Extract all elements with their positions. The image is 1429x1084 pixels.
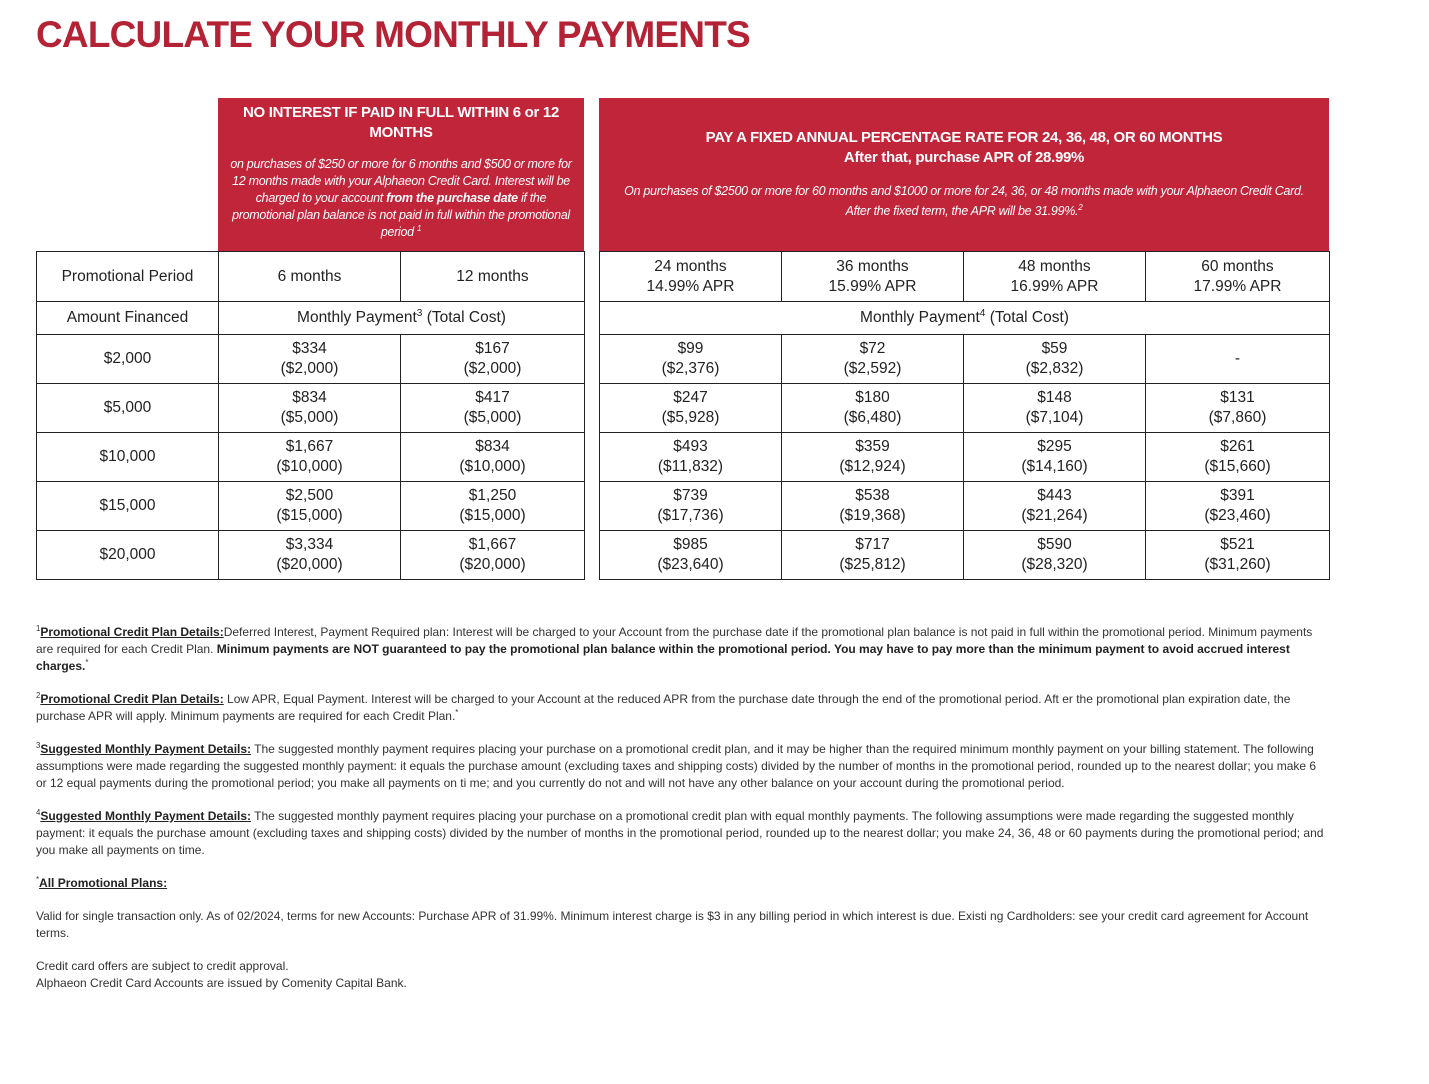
footnote-asterisk: *: [455, 708, 459, 717]
total-cost-value: ($10,000): [459, 458, 526, 475]
promotional-period-label: Promotional Period: [37, 252, 219, 302]
footnote-2: [36, 691, 1329, 725]
deferred-text-2: if the promotional plan balance is not paid in full within the promotional period: [232, 191, 570, 239]
total-cost-value: ($5,928): [661, 409, 720, 426]
monthly-payment-value: $985: [673, 536, 708, 553]
table-row: [37, 531, 585, 580]
deferred-interest-heading: NO INTEREST IF PAID IN FULL WITHIN 6 or 12 MONTHS: [242, 104, 560, 141]
monthly-payment-value: $99: [677, 340, 704, 357]
fixed-apr-period: [782, 252, 964, 302]
payment-cell: [401, 433, 585, 482]
total-cost-value: ($23,460): [1204, 507, 1271, 524]
footnote-4: [36, 808, 1329, 859]
footnote-3: [36, 741, 1329, 792]
payment-cell: [1146, 384, 1330, 433]
payment-cell: [964, 384, 1146, 433]
period-12-months: 12 months: [401, 252, 585, 302]
deferred-text-1: on purchases of $250 or more for 6 months and $500 or more for 12 months made with your Alphaeon Credit Card. Interest will be charged to your account: [230, 157, 572, 205]
monthly-payment-value: $717: [855, 536, 890, 553]
footnote-label: Promotional Credit Plan Details:: [40, 625, 224, 639]
payment-cell: [1146, 335, 1330, 384]
fixed-apr-heading: PAY A FIXED ANNUAL PERCENTAGE RATE FOR 24, 36, 48, OR 60 MONTHS: [705, 129, 1223, 146]
total-cost-value: ($23,640): [657, 556, 724, 573]
payment-cell: [219, 482, 401, 531]
total-cost-value: ($19,368): [839, 507, 906, 524]
monthly-payment-footnote-marker: 3: [416, 307, 423, 319]
payment-cell: [782, 384, 964, 433]
footnote-all-plans: [36, 875, 1329, 892]
payment-cell: [219, 335, 401, 384]
payment-cell: [401, 482, 585, 531]
payment-cell: [1146, 482, 1330, 531]
monthly-payment-value: $59: [1041, 340, 1068, 357]
payment-cell: [1146, 531, 1330, 580]
total-cost-value: ($20,000): [276, 556, 343, 573]
footnote-bold-text: Minimum payments are NOT guaranteed to pay the promotional plan balance within the promotional period. You may have to pay more than the minimum payment to avoid accrued interest charges.: [36, 642, 1290, 673]
payment-cell: [401, 384, 585, 433]
table-row: [600, 531, 1330, 580]
footnote-text: Low APR, Equal Payment. Interest will be charged to your Account at the reduced APR from the purchase date through the end of the promotional period. Aft er the promotional plan expiration date, the purchase APR will apply. Minimum payments are required for each Credit Plan.: [36, 692, 1291, 723]
period-months: 60 months: [1201, 257, 1274, 275]
period-6-months: 6 months: [219, 252, 401, 302]
monthly-payment-header: [219, 302, 585, 335]
payment-cell: [401, 335, 585, 384]
monthly-payment-value: $538: [855, 487, 890, 504]
fixed-apr-footnote-marker: 2: [1078, 202, 1083, 212]
footnote-label: Promotional Credit Plan Details:: [40, 692, 224, 706]
total-cost-value: ($2,376): [661, 360, 720, 377]
payment-cell: [964, 531, 1146, 580]
table-row: [37, 433, 585, 482]
monthly-payment-value: $2,500: [285, 487, 334, 504]
monthly-payment-value: -: [1234, 350, 1241, 367]
payment-cell: [964, 433, 1146, 482]
monthly-payment-value: $72: [859, 340, 886, 357]
monthly-payment-value: $834: [475, 438, 510, 455]
payment-cell: [600, 335, 782, 384]
payment-cell: [219, 433, 401, 482]
footnote-marker: *: [36, 875, 40, 884]
payment-cell: [964, 335, 1146, 384]
monthly-payment-value: $247: [673, 389, 708, 406]
table-row: [37, 384, 585, 433]
payment-cell: [1146, 433, 1330, 482]
period-months: 24 months: [654, 257, 727, 275]
amount-financed-value: $2,000: [37, 335, 219, 384]
total-cost-value: ($31,260): [1204, 556, 1271, 573]
total-cost-value: ($28,320): [1021, 556, 1088, 573]
table-row: [600, 384, 1330, 433]
monthly-payment-value: $3,334: [285, 536, 334, 553]
table-row: [600, 482, 1330, 531]
monthly-payment-value: $521: [1220, 536, 1255, 553]
monthly-payment-value: $834: [292, 389, 327, 406]
total-cost-value: ($10,000): [276, 458, 343, 475]
footnote-label: Suggested Monthly Payment Details:: [40, 742, 252, 756]
total-cost-value: ($6,480): [843, 409, 902, 426]
total-cost-value: ($12,924): [839, 458, 906, 475]
payment-cell: [600, 531, 782, 580]
monthly-payment-header: [600, 302, 1330, 335]
monthly-payment-label: Monthly Payment: [860, 309, 980, 326]
footnote-marker: 4: [36, 808, 41, 817]
payment-cell: [219, 384, 401, 433]
monthly-payment-value: $180: [855, 389, 890, 406]
monthly-payment-value: $443: [1037, 487, 1072, 504]
amount-financed-value: $5,000: [37, 384, 219, 433]
issuer-text: Alphaeon Credit Card Accounts are issued by Comenity Capital Bank.: [36, 976, 407, 990]
total-cost-value: ($15,660): [1204, 458, 1271, 475]
deferred-footnote-marker: 1: [416, 223, 422, 233]
promotional-period-row: [37, 252, 585, 302]
monthly-payment-value: $295: [1037, 438, 1072, 455]
footnote-text: The suggested monthly payment requires placing your purchase on a promotional credit plan, and it may be higher than the required minimum monthly payment on your billing statement. The following assumptions were made regarding the suggested monthly payment: it equals the purchase amount (excluding taxes and shipping costs) divided by the number of months in the promotional period, rounded up to the nearest dollar; you make 6 or 12 equal payments during the promotional period; you make all payments on ti me; and you currently do not and will not have any other balance on your account during the promotional period.: [36, 742, 1317, 790]
period-months: 36 months: [836, 257, 909, 275]
payment-cell: [964, 482, 1146, 531]
footnote-label: All Promotional Plans:: [39, 876, 168, 890]
monthly-payment-value: $1,250: [468, 487, 517, 504]
payment-cell: [600, 482, 782, 531]
payment-cell: [600, 433, 782, 482]
total-cost-value: ($2,592): [843, 360, 902, 377]
footnote-marker: 1: [36, 624, 41, 633]
period-apr: 15.99% APR: [828, 277, 917, 295]
fixed-apr-text: On purchases of $2500 or more for 60 months and $1000 or more for 24, 36, or 48 months made with your Alphaeon Credit Card. After the fixed term, the APR will be 31.99%.: [624, 184, 1304, 218]
total-cost-value: ($2,832): [1025, 360, 1084, 377]
footnote-marker: 3: [36, 741, 41, 750]
monthly-payment-value: $359: [855, 438, 890, 455]
footnotes: [36, 624, 1329, 992]
table-row: [600, 335, 1330, 384]
table-row: [600, 433, 1330, 482]
total-cost-value: ($20,000): [459, 556, 526, 573]
fixed-apr-description: [613, 181, 1315, 221]
monthly-payment-value: $1,667: [285, 438, 334, 455]
total-cost-value: ($7,860): [1208, 409, 1267, 426]
total-cost-value: ($15,000): [459, 507, 526, 524]
monthly-payment-footnote-marker: 4: [979, 307, 986, 319]
table-row: [37, 482, 585, 531]
footnote-1: [36, 624, 1329, 675]
total-cost-value: ($2,000): [463, 360, 522, 377]
total-cost-label: (Total Cost): [422, 309, 506, 326]
payment-cell: [782, 531, 964, 580]
monthly-payment-value: $1,667: [468, 536, 517, 553]
monthly-payment-value: $739: [673, 487, 708, 504]
payment-cell: [600, 384, 782, 433]
footnote-label: Suggested Monthly Payment Details:: [40, 809, 252, 823]
fixed-apr-table: [599, 251, 1330, 580]
monthly-payment-value: $131: [1220, 389, 1255, 406]
total-cost-value: ($15,000): [276, 507, 343, 524]
total-cost-value: ($5,000): [463, 409, 522, 426]
footnote-marker: 2: [36, 691, 41, 700]
total-cost-value: ($2,000): [280, 360, 339, 377]
total-cost-value: ($7,104): [1025, 409, 1084, 426]
total-cost-value: ($14,160): [1021, 458, 1088, 475]
fixed-apr-period: [600, 252, 782, 302]
fixed-apr-payment-header-row: [600, 302, 1330, 335]
valid-terms-text: Valid for single transaction only. As of 02/2024, terms for new Accounts: Purchase APR of 31.99%. Minimum interest charge is $3 in any billing period in which interest is due. Existi ng Cardholders: see your credit card agreement for Account terms.: [36, 909, 1309, 940]
deferred-interest-description: [230, 156, 572, 241]
footnote-text: Deferred Interest, Payment Required plan: Interest will be charged to your Account from the purchase date if the promotional plan balance is not paid in full within the promotional period. Minimum payments are required for each Credit Plan.: [36, 625, 1313, 656]
credit-approval-text: Credit card offers are subject to credit approval.: [36, 959, 289, 973]
table-row: [37, 335, 585, 384]
period-apr: 17.99% APR: [1193, 277, 1282, 295]
total-cost-value: ($17,736): [657, 507, 724, 524]
fixed-apr-period: [1146, 252, 1330, 302]
monthly-payment-value: $148: [1037, 389, 1072, 406]
monthly-payment-value: $493: [673, 438, 708, 455]
total-cost-value: ($11,832): [657, 458, 724, 475]
monthly-payment-value: $334: [292, 340, 327, 357]
fixed-apr-subheading: After that, purchase APR of 28.99%: [843, 149, 1085, 166]
monthly-payment-value: $417: [475, 389, 510, 406]
payment-cell: [219, 531, 401, 580]
payment-cell: [782, 335, 964, 384]
total-cost-value: ($25,812): [839, 556, 906, 573]
monthly-payment-value: $167: [475, 340, 510, 357]
footnote-asterisk: *: [85, 658, 89, 667]
monthly-payment-value: $590: [1037, 536, 1072, 553]
amount-financed-value: $20,000: [37, 531, 219, 580]
monthly-payment-value: $391: [1220, 487, 1255, 504]
fixed-apr-header: [599, 98, 1329, 251]
period-months: 48 months: [1018, 257, 1091, 275]
amount-financed-value: $15,000: [37, 482, 219, 531]
fixed-apr-period-row: [600, 252, 1330, 302]
total-cost-value: ($21,264): [1021, 507, 1088, 524]
period-apr: 16.99% APR: [1010, 277, 1099, 295]
payment-cell: [782, 482, 964, 531]
page-title: CALCULATE YOUR MONTHLY PAYMENTS: [36, 14, 750, 55]
deferred-text-bold: from the purchase date: [386, 191, 518, 205]
footnote-text: The suggested monthly payment requires placing your purchase on a promotional credit plan with equal monthly payments. The following assumptions were made regarding the suggested monthly payment: it equals the purchase amount (excluding taxes and shipping costs) divided by the number of months in the promotional period, rounded up to the nearest dollar; you make 24, 36, 48 or 60 payments during the promotional period; and you make all payments on time.: [36, 809, 1324, 857]
payment-cell: [782, 433, 964, 482]
period-apr: 14.99% APR: [646, 277, 735, 295]
deferred-interest-header: [218, 98, 584, 251]
monthly-payment-value: $261: [1220, 438, 1255, 455]
payment-cell: [401, 531, 585, 580]
total-cost-label: (Total Cost): [985, 309, 1069, 326]
total-cost-value: ($5,000): [280, 409, 339, 426]
amount-financed-label: Amount Financed: [37, 302, 219, 335]
amount-header-row: [37, 302, 585, 335]
amount-financed-value: $10,000: [37, 433, 219, 482]
monthly-payment-label: Monthly Payment: [297, 309, 417, 326]
deferred-interest-table: [36, 251, 585, 580]
fixed-apr-period: [964, 252, 1146, 302]
